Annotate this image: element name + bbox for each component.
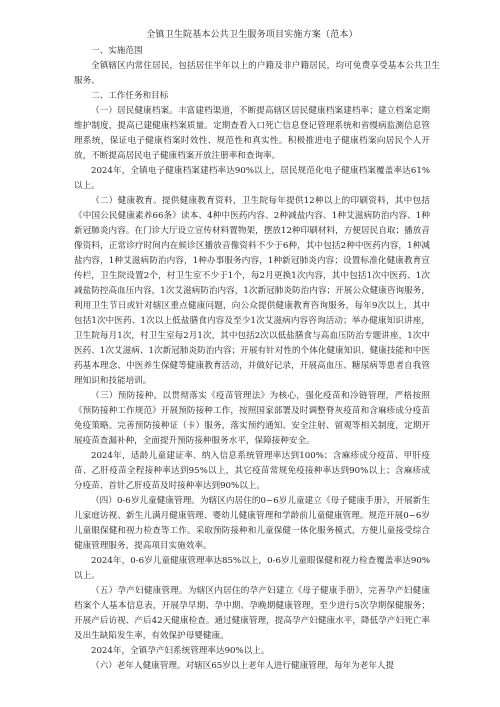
section-heading-scope: 一、实施范围 <box>91 46 143 56</box>
paragraph-vaccination-target: 2024年，适龄儿童建证率、纳入信息系统管理率达到100%；含麻疹成分疫苗、甲肝疫苗、乙肝疫苗全程接种率达到95%以上，其它疫苗常规免疫接种率达到90%以上；含麻疹成分疫苗、首针乙肝疫苗及时接种率达到90%以上。 <box>74 451 430 491</box>
section-heading-tasks: 二、工作任务和目标 <box>91 91 169 101</box>
paragraph-child-health-target: 2024年，0-6岁儿童健康管理率达85%以上，0-6岁儿童眼保健和视力检查覆盖率达90%以上。 <box>74 556 430 581</box>
paragraph-maternal-health-target: 2024年，全镇孕产妇系统管理率达90%以上。 <box>91 646 270 656</box>
paragraph-elderly-health: （六）老年人健康管理。对辖区65岁以上老年人进行健康管理，每年为老年人提 <box>91 661 395 671</box>
paragraph-vaccination: （三）预防接种。以贯彻落实《疫苗管理法》为核心，强化疫苗和冷链管理，严格按照《预防接种工作规范》开展预防接种工作，按照国家部署及时调整脊灰疫苗和含麻疹成分疫苗免疫策略。完善预防接种证（卡）服务，落实预约通知、安全注射、留观等相关制度，定期开展疫苗查漏补种，全面提升预防接种服务水平，保障接种安全。 <box>74 391 430 446</box>
paragraph-health-education: （二）健康教育。提供健康教育资料，卫生院每年提供12种以上的印刷资料，其中包括《中国公民健康素养66条》读本、4种中医药内容、2种减盐内容、1种艾滋病防治内容、1种新冠肺炎内容。在门诊大厅设立宣传材料置物架，摆放12种印刷材料，方便居民自取；播放音像资料，正常诊疗时间内在候诊区播放音像资料不少于6种，其中包括2种中医药内容，1种减盐内容，1种艾滋病防治内容，1种办事服务内容，1种新冠肺炎内容；设置标准化健康教育宣传栏，卫生院设置2个，村卫生室不少于1个，每2月更换1次内容，其中包括1次中医药、1次减盐防控高血压内容，1次艾滋病防治内容，1次新冠肺炎防治内容；开展公众健康咨询服务，利用卫生节日或针对辖区重点健康问题，向公众提供健康教育咨询服务，每年9次以上，其中包括1次中医药、1次以上低盐膳食内容及至少1次艾滋病内容咨询活动；举办健康知识讲座，卫生院每月1次，村卫生室每2月1次，其中包括2次以低盐膳食与高血压防治专题讲座，1次中医药、1次艾滋病、1次新冠肺炎防治内容；开展有针对性的个体化健康知识、健康技能和中医药基本理念、中医养生保健等健康教育活动，并做好记录，开展高血压、糖尿病等患者自我管理知识和技能培训。 <box>74 196 430 386</box>
paragraph-maternal-health: （五）孕产妇健康管理。为辖区内居住的孕产妇建立《母子健康手册》，完善孕产妇健康档案个人基本信息表，开展孕早期、孕中期、孕晚期健康管理，至少进行5次孕期保健服务；开展产后访视、产后42天健康检查。通过健康管理，提高孕产妇健康水平，降低孕产妇死亡率及出生缺陷发生率，有效保护母婴健康。 <box>74 586 430 641</box>
paragraph-child-health: （四）0-6岁儿童健康管理。为辖区内居住的0~6岁儿童建立《母子健康手册》，开展新生儿家庭访视、新生儿满月健康管理、婴幼儿健康管理和学龄前儿童健康管理。规范开展0~6岁儿童眼保健和视力检查等工作。采取预防接种和儿童保健一体化服务模式，方便儿童接受综合健康管理服务，提高项目实施效率。 <box>74 496 430 551</box>
document-title: 全镇卫生院基本公共卫生服务项目实施方案（范本） <box>146 30 358 40</box>
paragraph-health-records: （一）居民健康档案。丰富建档渠道，不断提高辖区居民健康档案建档率；建立档案定期维护制度，提高已建健康档案质量。定期查看入口死亡信息登记管理系统和省慢病监测信息管理系统，保证电子健康档案时效性、规范性和真实性。积极推进电子健康档案向居民个人开放，不断提高居民电子健康档案开放注册率和查询率。 <box>74 106 430 161</box>
paragraph-scope: 全镇辖区内常住居民，包括居住半年以上的户籍及非户籍居民，均可免费享受基本公共卫生服务。 <box>74 61 440 86</box>
paragraph-health-records-target: 2024年，全镇电子健康档案建档率达90%以上，居民规范化电子健康档案覆盖率达61%以上。 <box>74 166 430 191</box>
